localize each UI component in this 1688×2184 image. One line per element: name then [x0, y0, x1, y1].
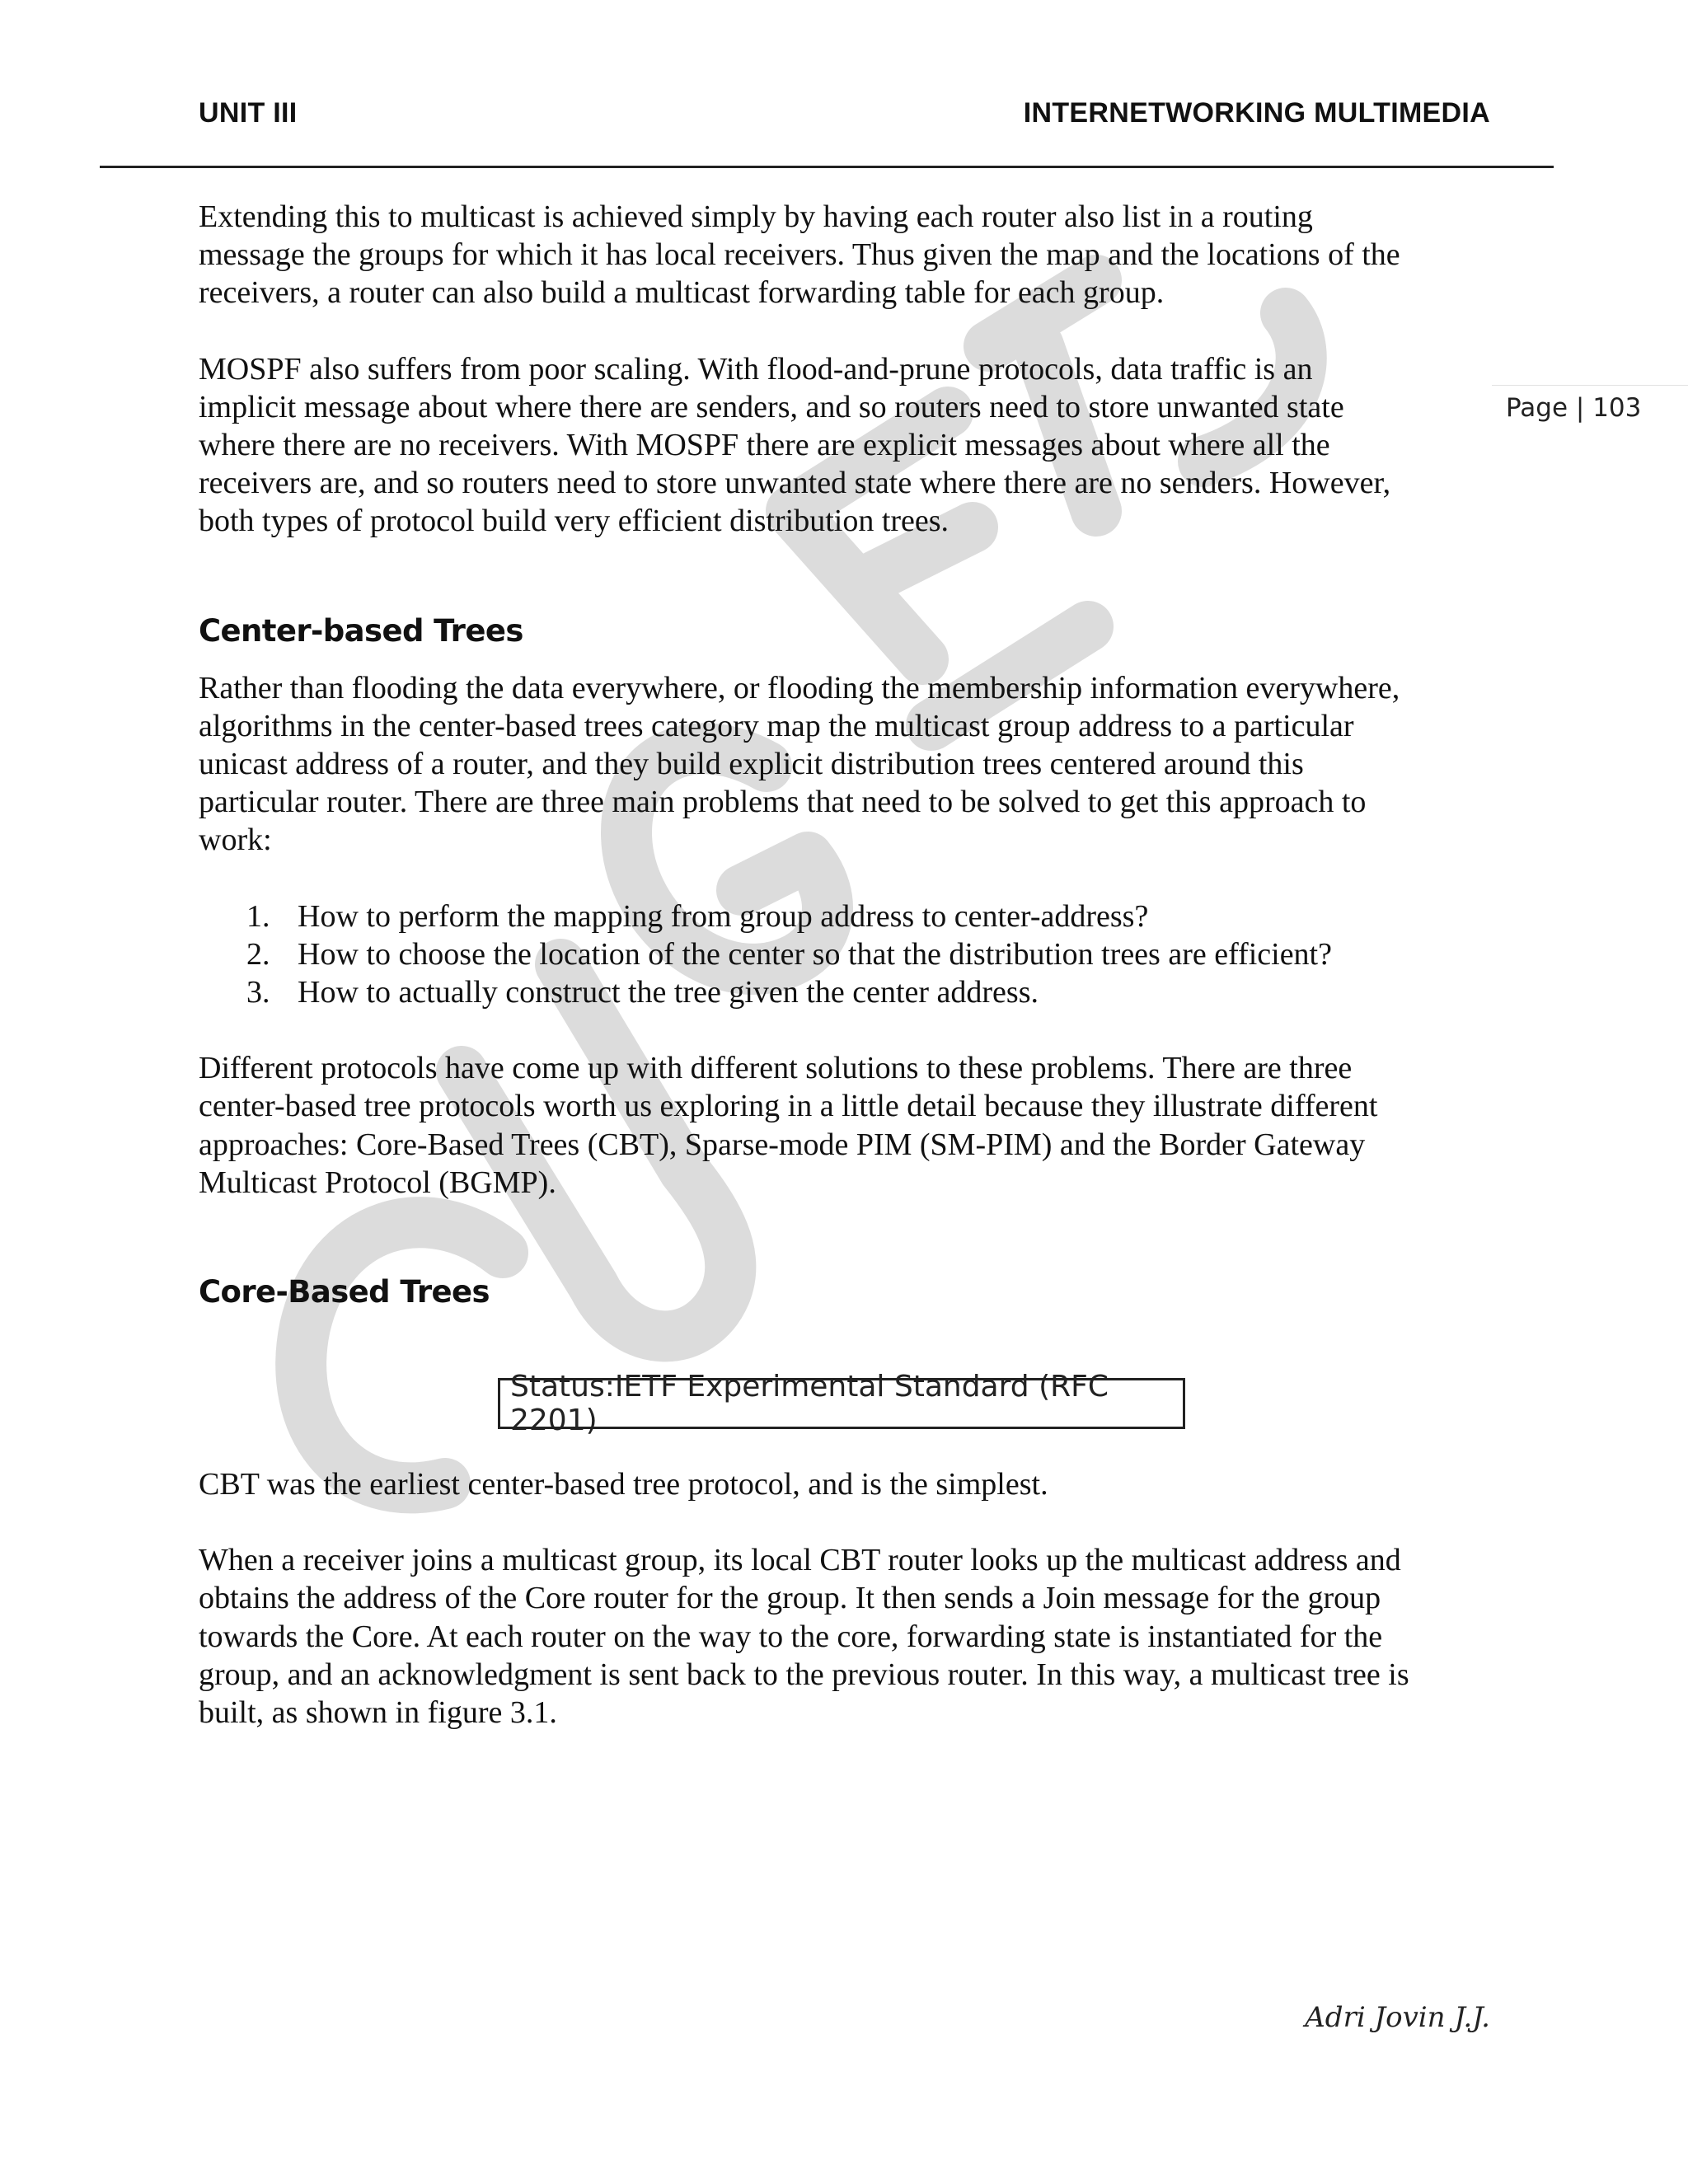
status-box: [498, 1370, 1185, 1438]
paragraph-cbt-join: When a receiver joins a multicast group, its local CBT router looks up the multicast address and obtains the address of the Core router for the group. It then sends a Join message for the group towards the Core. At each router on the way to the core, forwarding state is instantiated for the group, and an acknowledgment is sent back to the previous router. In this way, a multicast tree is built, as shown in figure 3.1.: [199, 1543, 1409, 1731]
header-divider: [100, 166, 1554, 168]
chapter-title: INTERNETWORKING MULTIMEDIA: [1023, 97, 1490, 129]
author-signature: Adri Jovin J.J.: [1305, 2001, 1490, 2034]
paragraph-mospf-scaling: MOSPF also suffers from poor scaling. With flood-and-prune protocols, data traffic is an implicit message about where there are senders, and so routers need to store unwanted state where there are no receivers. With MOSPF there are explicit messages about where all the receivers are, and so routers need to store unwanted state where there are no senders. However, both types of protocol build very efficient distribution trees.: [199, 351, 1391, 539]
paragraph-protocols: Different protocols have come up with different solutions to these problems. There are three center-based tree protocols worth us exploring in a little detail because they illustrate different approaches: Core-Based Trees (CBT), Sparse-mode PIM (SM-PIM) and the Border Gateway Multicast Protocol (BGMP).: [199, 1051, 1378, 1200]
unit-label: UNIT III: [199, 97, 298, 129]
problems-list: [199, 898, 1486, 1012]
heading-core-based-trees: Core-Based Trees: [199, 1274, 490, 1310]
paragraph-multicast-extension: Extending this to multicast is achieved simply by having each router also list in a routing message the groups for which it has local receivers. Thus given the map and the locations of the receivers, a router can also build a multicast forwarding table for each group.: [199, 199, 1400, 311]
page-number-divider: [1492, 385, 1688, 386]
paragraph-cbt-intro: CBT was the earliest center-based tree protocol, and is the simplest.: [199, 1467, 1048, 1502]
page-header: [199, 97, 1490, 129]
list-item: 3. How to actually construct the tree given the center address.: [246, 975, 1039, 1010]
list-item: 1. How to perform the mapping from group address to center-address?: [246, 898, 1149, 934]
page-number: Page | 103: [1506, 393, 1642, 423]
list-item: 2. How to choose the location of the center so that the distribution trees are efficient?: [246, 936, 1332, 972]
heading-center-based-trees: Center-based Trees: [199, 612, 523, 649]
paragraph-center-based-intro: Rather than flooding the data everywhere, or flooding the membership information everywhere, algorithms in the center-based trees category map the multicast group address to a particular unicast address of a router, and they build explicit distribution trees centered around this particular router. There are three main problems that need to be solved to get this approach to work:: [199, 670, 1400, 858]
status-text: Status:IETF Experimental Standard (RFC 2201): [510, 1370, 1109, 1438]
page-body: [199, 198, 1486, 1732]
